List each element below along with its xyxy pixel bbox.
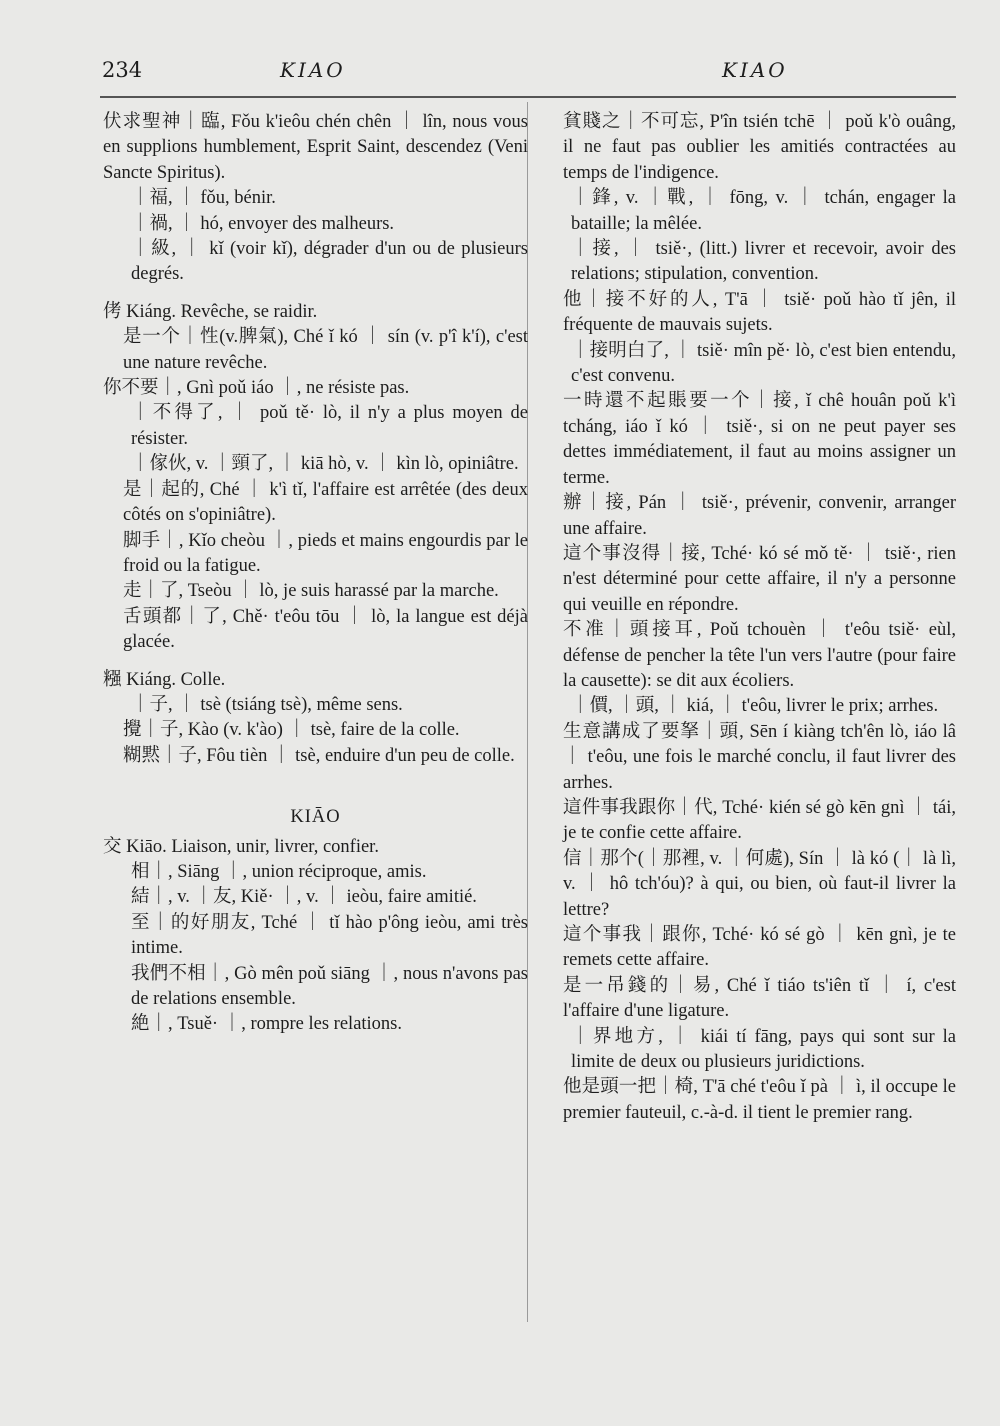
entry: ｜禍, ｜ hó, envoyer des malheurs.: [131, 213, 395, 234]
entry: 至｜的好朋友, Tché ｜ tǐ hào p'ông ieòu, ami très intime.: [131, 912, 528, 959]
entry: ｜不得了, ｜ poǔ tě· lò, il n'y a plus moyen de résister.: [131, 403, 528, 449]
entry: ｜傢伙, v. ｜頸了, ｜ kiā hò, v. ｜ kìn lò, opiniâtre.: [131, 454, 519, 475]
entry: ｜價, ｜頭, ｜ kiá, ｜ t'eôu, livrer le prix; arrhes.: [571, 696, 939, 717]
entry: 是一吊錢的｜易, Ché ǐ tiáo ts'iên tǐ ｜ í, c'est l'affaire d'une ligature.: [563, 975, 956, 1022]
entry: 辦｜接, Pán ｜ tsiě·, prévenir, convenir, arranger une affaire.: [563, 493, 956, 539]
entry: ｜界地方, ｜ kiái tí fāng, pays qui sont sur la limite de deux ou plusieurs juridictions.: [571, 1026, 956, 1073]
entry: 攪｜子, Kào (v. k'ào) ｜ tsè, faire de la colle.: [123, 720, 460, 741]
entry: 這件事我跟你｜代, Tché· kién sé gò kēn gnì ｜ tái, je te confie cette affaire.: [563, 797, 956, 844]
entry: 一時還不起賬要一个｜接, ǐ chê houân poǔ k'ì tcháng, iáo ǐ kó ｜ tsiě·, si on ne peut payer ses dettes immédiatement, il faut au moins assigner un terme.: [563, 391, 956, 488]
page-header: [98, 56, 960, 90]
entry: 我們不相｜, Gò mên poǔ siāng ｜, nous n'avons pas de relations ensemble.: [131, 963, 528, 1009]
entry: 結｜, v. ｜友, Kiě· ｜, v. ｜ ieòu, faire amitié.: [131, 887, 477, 908]
entry: 是一个｜性(v.脾氣), Ché ǐ kó ｜ sín (v. p'î k'í), c'est une nature revêche.: [123, 327, 528, 373]
entry: 是｜起的, Ché ｜ k'ì tǐ, l'affaire est arrêtée (des deux côtés on s'opiniâtre).: [123, 479, 528, 526]
entry: 糊黙｜子, Fôu tièn ｜ tsè, enduire d'un peu de colle.: [123, 745, 515, 766]
headword-entry: 糨 Kiáng. Colle.: [103, 669, 226, 690]
entry: ｜福, ｜ fǒu, bénir.: [131, 188, 276, 209]
entry: 伏求聖神｜臨, Fǒu k'ieôu chén chên ｜ lîn, nous vous en supplions humblement, Esprit Saint, descendez (Veni Sancte Spiritus).: [103, 112, 528, 183]
entry: 這个事我｜跟你, Tché· kó sé gò ｜ kēn gnì, je te remets cette affaire.: [563, 925, 956, 971]
running-head-right: KIAO: [722, 58, 788, 82]
header-rule: [100, 96, 956, 98]
section-title: KIĀO: [290, 807, 341, 828]
entry: 舌頭都｜了, Chě· t'eôu tōu ｜ lò, la langue est déjà glacée.: [123, 606, 528, 653]
running-head-left: KIAO: [280, 58, 346, 82]
entry: ｜子, ｜ tsè (tsiáng tsè), même sens.: [131, 694, 403, 715]
entry: 生意講成了要拏｜頭, Sēn í kiàng tch'ên lò, iáo lâ ｜ t'eôu, une fois le marché conclu, il faut livrer des arrhes.: [563, 721, 956, 793]
entry: ｜鋒, v. ｜戰, ｜ fōng, v. ｜ tchán, engager la bataille; la mêlée.: [571, 188, 956, 234]
entry: 他｜接不好的人, T'ā ｜ tsiě· poǔ hào tǐ jên, il fréquente de mauvais sujets.: [563, 289, 956, 336]
left-column: [103, 110, 528, 1038]
entry: 貧賤之｜不可忘, P'în tsién tchē ｜ poǔ k'ò ouâng, il ne faut pas oublier les amitiés contractées au temps de l'indigence.: [563, 112, 956, 183]
entry: ｜級, ｜ kǐ (voir kǐ), dégrader d'un ou de plusieurs degrés.: [131, 239, 528, 285]
entry: 這个事沒得｜接, Tché· kó sé mǒ tě· ｜ tsiě·, rien n'est déterminé pour cette affaire, il n'y a personne qui veuille en répondre.: [563, 543, 956, 615]
headword-entry: 交 Kiāo. Liaison, unir, livrer, confier.: [103, 836, 379, 857]
right-column: [543, 110, 956, 1126]
entry: ｜接明白了, ｜ tsiě· mîn pě· lò, c'est bien entendu, c'est convenu.: [571, 340, 956, 387]
entry: 脚手｜, Kǐo cheòu ｜, pieds et mains engourdis par le froid ou la fatigue.: [123, 530, 528, 576]
entry: 不准｜頭接耳, Poǔ tchouèn ｜ t'eôu tsiě· eùl, défense de pencher la tête l'un vers l'autre (pour faire la causette): se dit aux écoliers.: [563, 620, 956, 691]
entry: 絶｜, Tsuě· ｜, rompre les relations.: [131, 1014, 403, 1035]
entry: 走｜了, Tseòu ｜ lò, je suis harassé par la marche.: [123, 581, 499, 602]
entry: 你不要｜, Gnì poǔ iáo ｜, ne résiste pas.: [103, 378, 410, 399]
headword-entry: 侤 Kiáng. Revêche, se raidir.: [103, 301, 318, 322]
entry: 信｜那个(｜那裡, v. ｜何處), Sín ｜ là kó (｜ là lì, v. ｜ hô tch'óu)? à qui, ou bien, où faut-il livrer la lettre?: [563, 848, 956, 920]
page-number: 234: [102, 58, 143, 82]
entry: ｜接, ｜ tsiě·, (litt.) livrer et recevoir, avoir des relations; stipulation, convention.: [571, 239, 956, 285]
entry: 他是頭一把｜椅, T'ā ché t'eôu ǐ pà ｜ ì, il occupe le premier fauteuil, c.-à-d. il tient le premier rang.: [563, 1077, 956, 1123]
entry: 相｜, Siāng ｜, union réciproque, amis.: [131, 861, 427, 882]
